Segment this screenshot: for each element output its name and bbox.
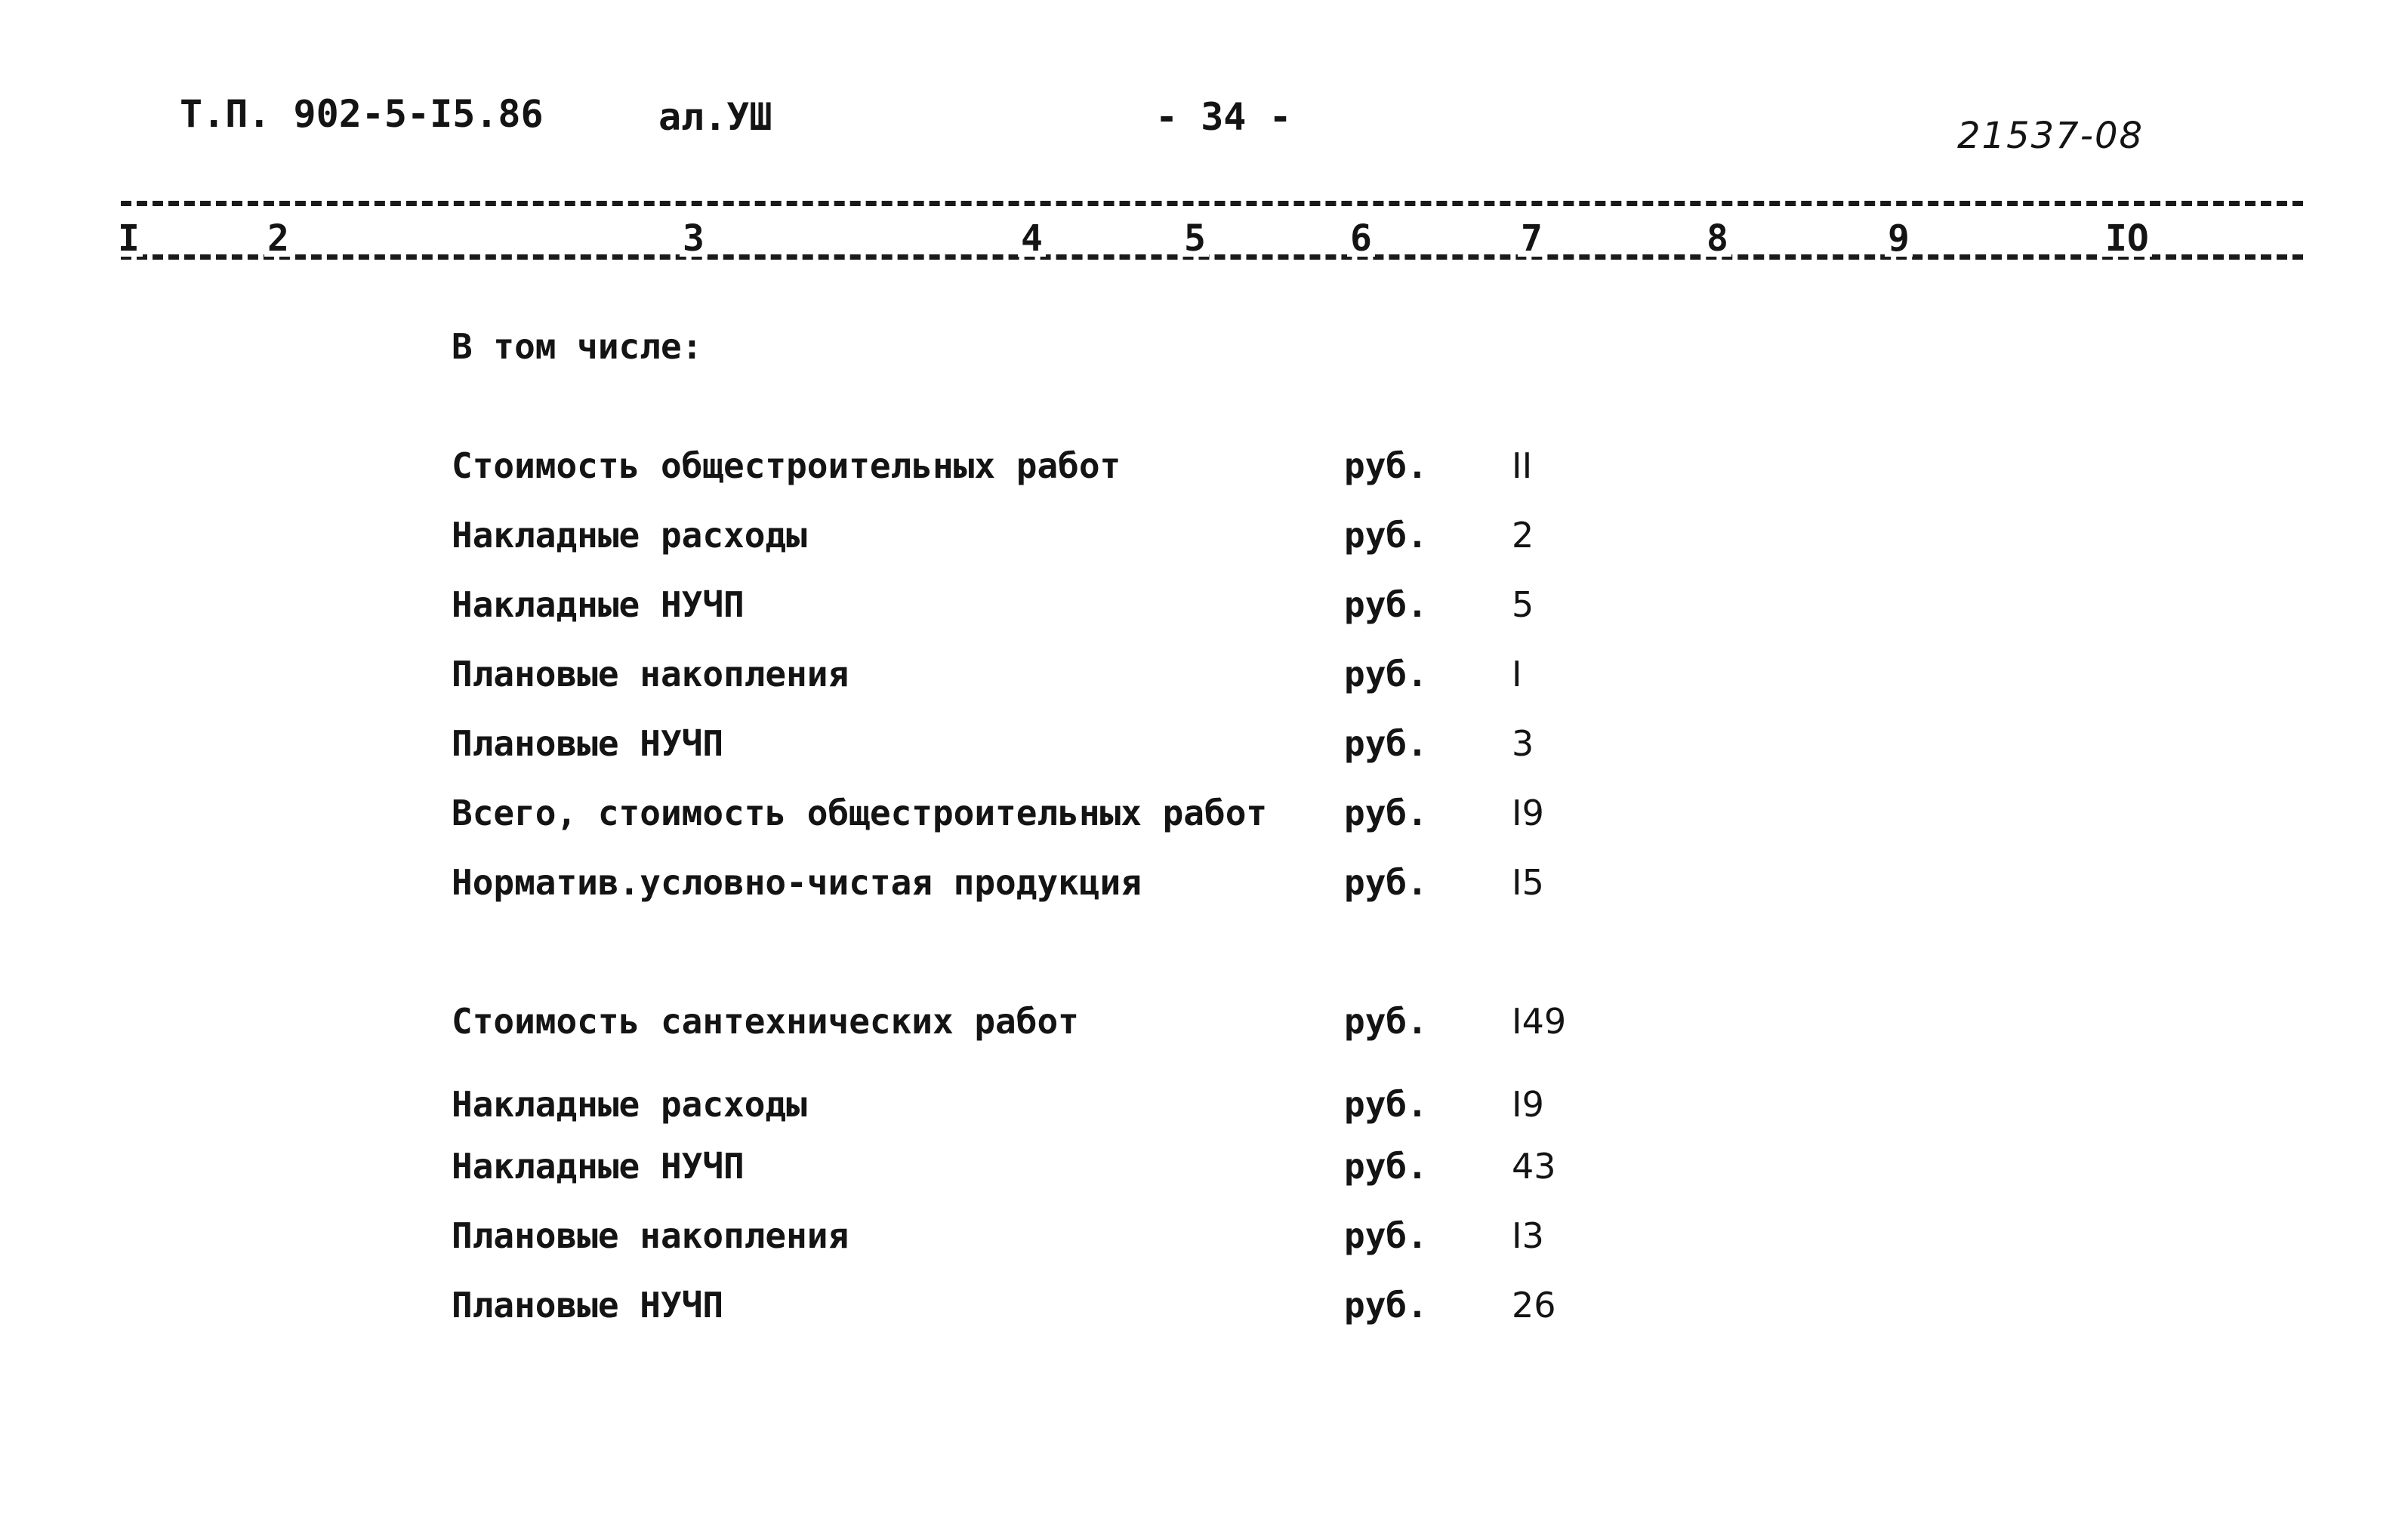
cost-row-unit: руб. — [1344, 723, 1428, 764]
cost-row-value: I9 — [1512, 1084, 1544, 1125]
cost-row-unit: руб. — [1344, 1084, 1428, 1125]
cost-row-label: Накладные расходы — [452, 1084, 807, 1125]
cost-row-unit: руб. — [1344, 1215, 1428, 1256]
cost-row-label: Плановые НУЧП — [452, 723, 724, 764]
column-number-7: 7 — [1518, 220, 1546, 257]
cost-row-value: I — [1512, 654, 1522, 694]
cost-row-label: Всего, стоимость общестроительных работ — [452, 793, 1268, 833]
cost-row-label: Накладные НУЧП — [452, 1146, 745, 1187]
cost-row-value: I49 — [1512, 1001, 1567, 1042]
cost-row-unit: руб. — [1344, 793, 1428, 833]
cost-row-unit: руб. — [1344, 1001, 1428, 1042]
cost-row — [452, 654, 1660, 699]
column-number-10: IO — [2102, 220, 2152, 257]
cost-row-label: Накладные расходы — [452, 515, 807, 556]
cost-row-label: Плановые накопления — [452, 654, 849, 694]
sheet-label: ал.УШ — [658, 95, 772, 139]
document-code: Т.П. 902-5-I5.86 — [180, 92, 544, 136]
cost-row — [452, 1001, 1660, 1046]
cost-row-value: I3 — [1512, 1215, 1544, 1256]
cost-row-unit: руб. — [1344, 515, 1428, 556]
column-number-4: 4 — [1018, 220, 1046, 257]
stamp-number: 21537-08 — [1957, 115, 2144, 157]
cost-row — [452, 793, 1660, 838]
section-heading: В том числе: — [452, 326, 703, 367]
page-number: - 34 - — [1155, 95, 1292, 139]
cost-row-unit: руб. — [1344, 654, 1428, 694]
column-number-9: 9 — [1885, 220, 1913, 257]
cost-row-value: 2 — [1512, 515, 1534, 556]
cost-row-value: 43 — [1512, 1146, 1556, 1187]
cost-row-value: II — [1512, 445, 1533, 486]
cost-row-unit: руб. — [1344, 1285, 1428, 1326]
cost-row-label: Стоимость сантехнических работ — [452, 1001, 1079, 1042]
column-strip-bottom-rule — [121, 254, 2303, 260]
column-number-1: I — [115, 220, 143, 257]
cost-row-label: Накладные НУЧП — [452, 584, 745, 625]
cost-row — [452, 445, 1660, 491]
column-number-2: 2 — [264, 220, 292, 257]
cost-row — [452, 1146, 1660, 1191]
cost-row-value: 3 — [1512, 723, 1534, 764]
column-number-8: 8 — [1703, 220, 1731, 257]
cost-row-unit: руб. — [1344, 445, 1428, 486]
column-strip-top-rule — [121, 201, 2303, 206]
cost-row-value: I9 — [1512, 793, 1544, 833]
cost-row-label: Норматив.условно-чистая продукция — [452, 862, 1142, 903]
cost-row-value: I5 — [1512, 862, 1544, 903]
cost-row-unit: руб. — [1344, 584, 1428, 625]
cost-row-value: 5 — [1512, 584, 1534, 625]
cost-row — [452, 862, 1660, 907]
cost-row — [452, 1215, 1660, 1261]
cost-row-unit: руб. — [1344, 1146, 1428, 1187]
column-number-3: 3 — [680, 220, 708, 257]
column-number-5: 5 — [1181, 220, 1209, 257]
cost-row — [452, 1084, 1660, 1129]
cost-row — [452, 723, 1660, 768]
cost-row-label: Плановые накопления — [452, 1215, 849, 1256]
column-number-6: 6 — [1347, 220, 1375, 257]
cost-row-label: Стоимость общестроительных работ — [452, 445, 1121, 486]
cost-row — [452, 584, 1660, 630]
cost-row — [452, 1285, 1660, 1330]
cost-row — [452, 515, 1660, 560]
cost-row-value: 26 — [1512, 1285, 1556, 1326]
cost-row-label: Плановые НУЧП — [452, 1285, 724, 1326]
cost-row-unit: руб. — [1344, 862, 1428, 903]
